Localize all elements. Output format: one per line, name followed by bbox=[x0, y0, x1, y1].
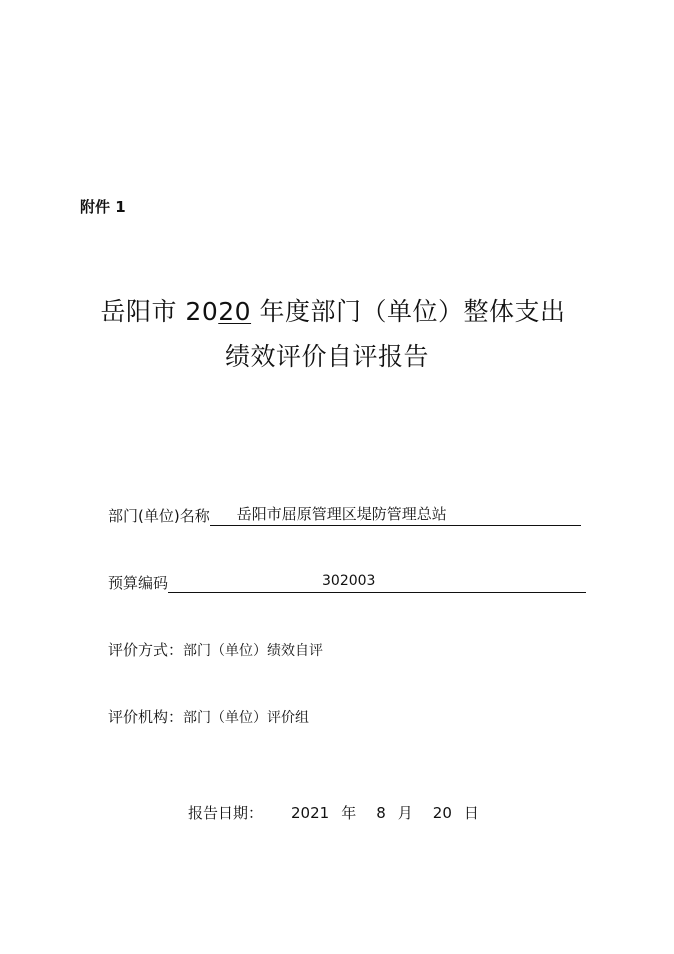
report-year: 2021 bbox=[291, 804, 330, 822]
unit-name-line bbox=[210, 505, 581, 526]
title-prefix: 岳阳市 20 bbox=[100, 297, 219, 326]
unit-name-label: 部门(单位)名称 bbox=[108, 507, 210, 525]
unit-name-value: 岳阳市屈原管理区堤防管理总站 bbox=[236, 505, 447, 523]
evaluation-method-label: 评价方式： bbox=[108, 641, 184, 659]
report-day-unit: 日 bbox=[463, 804, 479, 822]
evaluation-org-label: 评价机构： bbox=[108, 708, 184, 726]
budget-code-label: 预算编码 bbox=[108, 574, 169, 592]
report-month-unit: 月 bbox=[397, 804, 413, 822]
evaluation-method-value: 部门（单位）绩效自评 bbox=[183, 643, 324, 659]
report-title-line-2: 绩效评价自评报告 bbox=[224, 342, 429, 371]
budget-code-value: 302003 bbox=[322, 573, 376, 589]
unit-name-row bbox=[108, 505, 581, 526]
attachment-label: 附件 1 bbox=[80, 198, 126, 216]
report-day: 20 bbox=[432, 804, 452, 822]
report-month: 8 bbox=[376, 804, 386, 822]
budget-code-row bbox=[108, 572, 586, 593]
title-suffix: 年度部门（单位）整体支出 bbox=[251, 297, 566, 326]
report-title-line-1 bbox=[0, 292, 670, 328]
report-date bbox=[188, 802, 479, 823]
budget-code-line bbox=[168, 572, 586, 593]
evaluation-org-row bbox=[108, 706, 309, 727]
title-year-underlined: 20 bbox=[218, 297, 252, 326]
evaluation-org-value: 部门（单位）评价组 bbox=[183, 710, 310, 726]
evaluation-method-row bbox=[108, 639, 323, 660]
report-date-label: 报告日期： bbox=[188, 804, 264, 822]
report-year-unit: 年 bbox=[341, 804, 357, 822]
